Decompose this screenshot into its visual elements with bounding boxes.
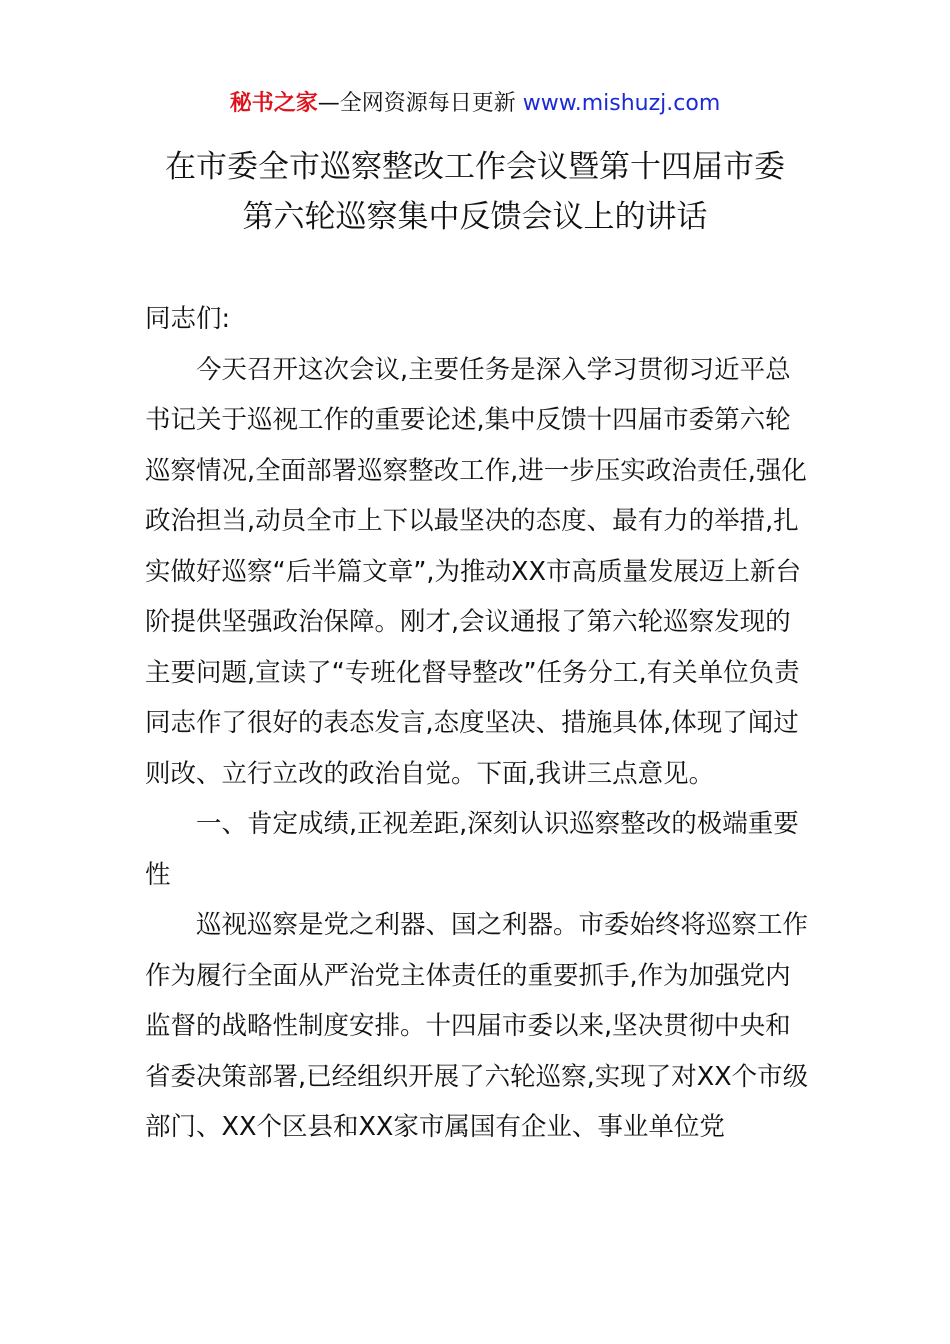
site-header — [0, 88, 950, 120]
section-heading-1: 一、肯定成绩,正视差距,深刻认识巡察整改的极端重要性 — [145, 809, 799, 890]
title-line-2: 第六轮巡察集中反馈会议上的讲话 — [242, 199, 708, 235]
paragraph-section-1: 巡视巡察是党之利器、国之利器。市委始终将巡察工作作为履行全面从严治党主体责任的重要抓手,作为加强党内监督的战略性制度安排。十四届市委以来,坚决贯彻中央和省委决策部署,已经组织开展了六轮巡察,实现了对XX个市级部门、XX个区县和XX家市属国有企业、事业单位党 — [145, 910, 809, 1142]
paragraph-intro: 今天召开这次会议,主要任务是深入学习贯彻习近平总书记关于巡视工作的重要论述,集中反馈十四届市委第六轮巡察情况,全面部署巡察整改工作,进一步压实政治责任,强化政治担当,动员全市上下以最坚决的态度、最有力的举措,扎实做好巡察“后半篇文章”,为推动XX市高质量发展迈上新台阶提供坚强政治保障。刚才,会议通报了第六轮巡察发现的主要问题,宣读了“专班化督导整改”任务分工,有关单位负责同志作了很好的表态发言,态度坚决、措施具体,体现了闻过则改、立行立改的政治自觉。下面,我讲三点意见。 — [145, 354, 807, 789]
document-title — [0, 142, 950, 242]
header-tagline: —全网资源每日更新 — [317, 91, 523, 116]
brand-name: 秘书之家 — [229, 91, 318, 116]
site-url-link[interactable]: www.mishuzj.com — [522, 91, 721, 116]
salutation: 同志们: — [145, 304, 231, 334]
document-body — [145, 294, 810, 1153]
title-line-1: 在市委全市巡察整改工作会议暨第十四届市委 — [165, 149, 785, 185]
